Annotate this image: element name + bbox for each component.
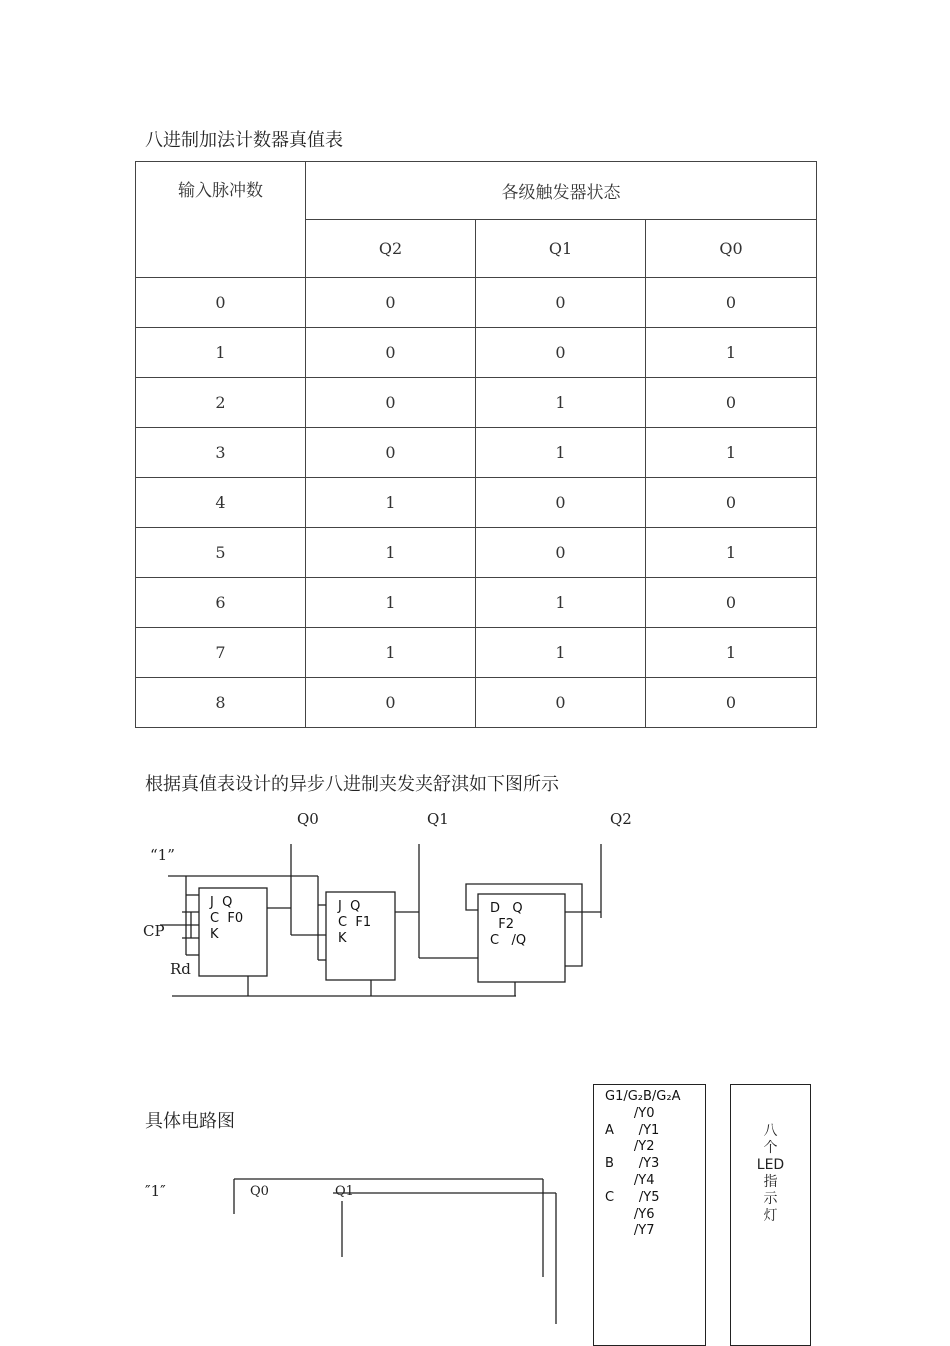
- circuit-one-label: ″1″: [145, 1182, 166, 1200]
- table-cell: 1: [476, 378, 646, 428]
- decoder-block: [593, 1084, 706, 1346]
- table-cell: 0: [476, 678, 646, 728]
- circuit-q0-label: Q0: [250, 1184, 269, 1199]
- flipflop-f0-label: J Q C F0 K: [210, 895, 244, 942]
- table-cell: 5: [136, 528, 306, 578]
- decoder-line: /Y2: [605, 1139, 655, 1155]
- circuit-caption: 具体电路图: [145, 1111, 235, 1132]
- output-label-q0: Q0: [297, 810, 319, 828]
- decoder-line: G1/G₂B/G₂A: [605, 1089, 681, 1104]
- table-cell: 1: [476, 628, 646, 678]
- table-cell: 7: [136, 628, 306, 678]
- decoder-line: /Y0: [605, 1105, 655, 1121]
- decoder-line: C /Y5: [605, 1189, 660, 1205]
- decoder-line: B /Y3: [605, 1156, 660, 1172]
- decoder-line: /Y7: [605, 1223, 655, 1239]
- led-label-char: 示: [763, 1191, 778, 1207]
- table-cell: 4: [136, 478, 306, 528]
- table-cell: 0: [136, 278, 306, 328]
- output-label-q1: Q1: [427, 810, 449, 828]
- circuit-q1-label: Q1: [335, 1184, 354, 1199]
- table-cell: 0: [306, 378, 476, 428]
- table-cell: 1: [306, 578, 476, 628]
- header-q0: Q0: [646, 220, 817, 278]
- table-cell: 2: [136, 378, 306, 428]
- table-cell: 1: [646, 628, 817, 678]
- table-cell: 1: [136, 328, 306, 378]
- output-label-q2: Q2: [610, 810, 632, 828]
- decoder-line: /Y6: [605, 1206, 655, 1222]
- led-label-char: 个: [763, 1140, 778, 1156]
- table-cell: 0: [646, 678, 817, 728]
- table-cell: 0: [476, 278, 646, 328]
- header-input-pulses: 输入脉冲数: [136, 162, 306, 278]
- table-cell: 0: [646, 378, 817, 428]
- header-q1: Q1: [476, 220, 646, 278]
- table-cell: 0: [306, 428, 476, 478]
- led-label-char: LED: [756, 1157, 785, 1173]
- table-cell: 1: [476, 428, 646, 478]
- table-cell: 1: [306, 628, 476, 678]
- table-cell: 6: [136, 578, 306, 628]
- led-label-char: 八: [763, 1123, 778, 1139]
- flipflop-f2-label: D Q F2 C /Q: [490, 901, 527, 948]
- flipflop-f1-label: J Q C F1 K: [338, 899, 372, 946]
- table-cell: 1: [476, 578, 646, 628]
- header-q2: Q2: [306, 220, 476, 278]
- counter-diagram-caption: 根据真值表设计的异步八进制夹发夹舒淇如下图所示: [145, 774, 559, 795]
- table-cell: 0: [646, 578, 817, 628]
- table-cell: 1: [306, 528, 476, 578]
- header-flipflop-states: 各级触发器状态: [306, 162, 817, 220]
- table-cell: 0: [646, 278, 817, 328]
- logic-one-label: “1”: [150, 846, 175, 864]
- decoder-line: A /Y1: [605, 1122, 660, 1138]
- table-cell: 0: [476, 478, 646, 528]
- table-cell: 8: [136, 678, 306, 728]
- table-cell: 1: [646, 528, 817, 578]
- table-cell: 0: [476, 528, 646, 578]
- rd-label: Rd: [170, 960, 191, 978]
- table-cell: 1: [646, 328, 817, 378]
- table-cell: 1: [306, 478, 476, 528]
- table-cell: 0: [306, 678, 476, 728]
- table-cell: 0: [476, 328, 646, 378]
- table-cell: 3: [136, 428, 306, 478]
- cp-label: CP: [143, 922, 165, 940]
- decoder-line: /Y4: [605, 1172, 655, 1188]
- led-label-char: 指: [763, 1174, 778, 1190]
- table-cell: 0: [306, 328, 476, 378]
- led-label-char: 灯: [763, 1208, 778, 1224]
- table-cell: 0: [646, 478, 817, 528]
- truth-table-title: 八进制加法计数器真值表: [145, 130, 343, 151]
- table-cell: 1: [646, 428, 817, 478]
- led-indicator-block: [730, 1084, 811, 1346]
- table-cell: 0: [306, 278, 476, 328]
